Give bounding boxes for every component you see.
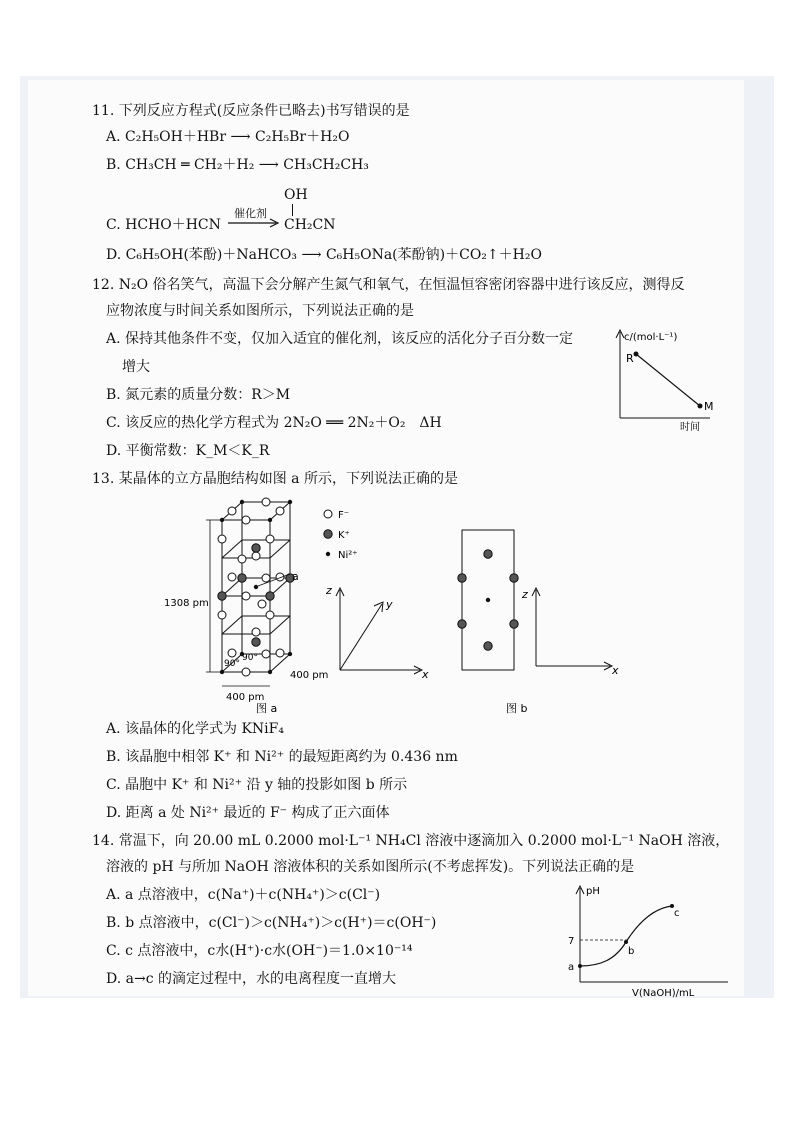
q13-depth-label: 400 pm [290,670,329,681]
q13-angle-label-1: 90° [224,659,240,669]
q13-axes-a [336,588,422,674]
q11-reaction-arrow [226,218,282,228]
q13-legend-k: K⁺ [338,530,350,541]
q13-width-label: 400 pm [226,692,265,703]
q11-option-b: B. CH₃CH ═ CH₂＋H₂ ⟶ CH₃CH₂CH₃ [106,157,369,173]
q13-point-a-label: a [292,570,299,583]
q12-option-a-line2: 增大 [122,359,150,375]
q14-option-a: A. a 点溶液中，c(Na⁺)＋c(NH₄⁺)＞c(Cl⁻) [106,887,381,903]
q11-option-c-right: CH₂CN [284,217,336,233]
q13-angle-label-2: 90° [242,653,258,663]
q13-legend-ni-marker [326,552,330,556]
q13-axis-a-y: y [386,598,393,611]
q12-stem-line1: 12. N₂O 俗名笑气，高温下会分解产生氮气和氧气，在恒温恒容密闭容器中进行该反应，测得反 [92,277,685,293]
q13-caption-b: 图 b [506,702,528,715]
q12-label-r: R [626,352,634,365]
q13-projection-ni [486,598,490,602]
q11-bond-line [292,204,293,216]
q13-axis-a-x: x [422,668,429,681]
q13-figure [160,490,620,720]
q14-tick-7: 7 [568,936,575,947]
q12-option-d: D. 平衡常数：K_M＜K_R [106,443,270,459]
q14-option-d: D. a→c 的滴定过程中，水的电离程度一直增大 [106,971,396,987]
q13-axes-b [532,588,612,670]
q11-stem: 11. 下列反应方程式(反应条件已略去)书写错误的是 [92,103,410,119]
q13-ni-ions [220,500,292,674]
q13-f-ions [218,498,284,676]
q13-height-label: 1308 pm [164,598,209,609]
q13-axis-a-z: z [326,584,332,597]
q11-catalyst-label: 催化剂 [234,207,267,220]
q12-line-rm [636,354,700,406]
q14-titration-graph [560,880,736,998]
q13-legend-ni: Ni²⁺ [338,550,358,561]
q12-option-b: B. 氮元素的质量分数：R＞M [106,387,291,403]
q11-oh-group: OH [284,187,308,203]
q13-option-a: A. 该晶体的化学式为 KNiF₄ [106,721,284,737]
q14-stem-line2: 溶液的 pH 与所加 NaOH 溶液体积的关系如图所示(不考虑挥发)。下列说法正确的是 [106,859,635,875]
q14-x-label: V(NaOH)/mL [632,988,695,998]
q11-option-c-left: C. HCHO＋HCN [106,217,221,233]
q13-legend-k-marker [324,530,332,538]
q12-label-m: M [704,400,714,413]
q13-option-c: C. 晶胞中 K⁺ 和 Ni²⁺ 沿 y 轴的投影如图 b 所示 [106,777,408,793]
q12-point-m [698,404,703,409]
q12-y-label: c/(mol·L⁻¹) [624,332,678,343]
q13-axis-b-x: x [612,664,619,677]
q14-y-label: pH [586,886,600,897]
q13-stem: 13. 某晶体的立方晶胞结构如图 a 所示，下列说法正确的是 [92,471,458,487]
q13-legend-f-marker [324,510,332,518]
q14-point-a [578,964,582,968]
q14-label-a: a [568,962,575,973]
q13-legend-f: F⁻ [338,510,350,521]
q14-option-b: B. b 点溶液中，c(Cl⁻)＞c(NH₄⁺)＞c(H⁺)＝c(OH⁻) [106,915,437,931]
q11-option-d: D. C₆H₅OH(苯酚)＋NaHCO₃ ⟶ C₆H₅ONa(苯酚钠)＋CO₂↑＋H₂O [106,247,542,263]
q13-option-d: D. 距离 a 处 Ni²⁺ 最近的 F⁻ 构成了正六面体 [106,805,390,821]
q14-point-b [624,940,628,944]
q11-option-a: A. C₂H₅OH＋HBr ⟶ C₂H₅Br＋H₂O [106,129,350,145]
q13-axis-b-z: z [522,588,528,601]
q12-point-r [634,352,639,357]
q14-label-b: b [628,946,635,957]
q14-stem-line1: 14. 常温下，向 20.00 mL 0.2000 mol·L⁻¹ NH₄Cl 溶液中逐滴加入 0.2000 mol·L⁻¹ NaOH 溶液， [92,833,730,849]
q12-x-label: 时间 [680,422,700,433]
q14-label-c: c [674,908,680,919]
q12-concentration-graph [600,326,720,436]
q14-ph-curve [580,906,672,966]
q14-option-c: C. c 点溶液中，c水(H⁺)·c水(OH⁻)＝1.0×10⁻¹⁴ [106,943,413,959]
q12-option-c: C. 该反应的热化学方程式为 2N₂O ══ 2N₂＋O₂ ΔH [106,415,442,431]
q13-option-b: B. 该晶胞中相邻 K⁺ 和 Ni²⁺ 的最短距离约为 0.436 nm [106,749,458,765]
q12-option-a-line1: A. 保持其他条件不变，仅加入适宜的催化剂，该反应的活化分子百分数一定 [106,331,574,347]
q13-caption-a: 图 a [256,702,278,715]
q12-stem-line2: 应物浓度与时间关系如图所示，下列说法正确的是 [106,303,414,319]
